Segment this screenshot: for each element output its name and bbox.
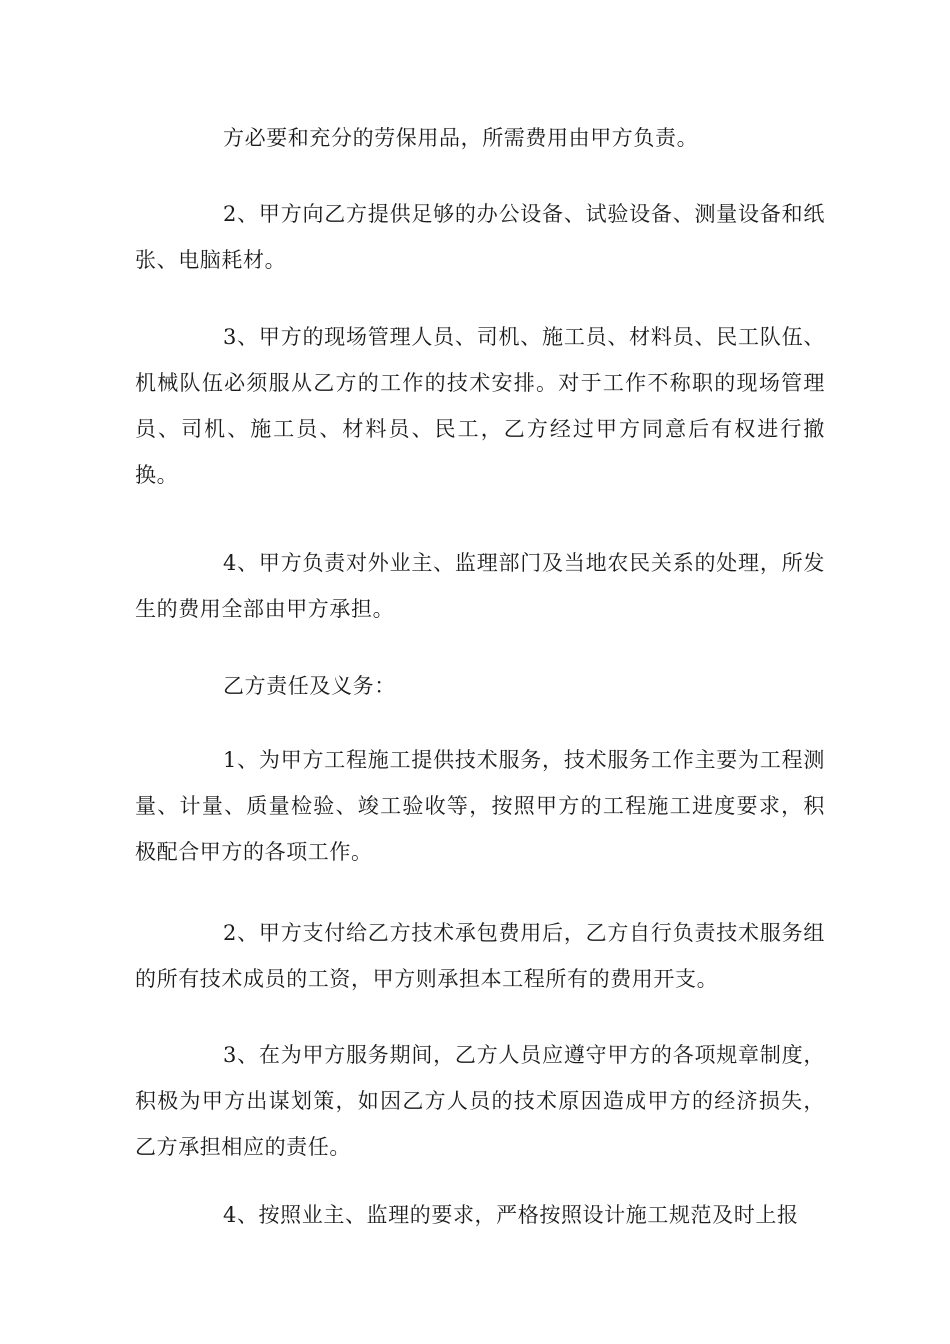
paragraph-party-b-item-3: 3、在为甲方服务期间，乙方人员应遵守甲方的各项规章制度，积极为甲方出谋划策，如因乙方人员的技术原因造成甲方的经济损失，乙方承担相应的责任。 bbox=[135, 1043, 825, 1159]
paragraph-party-b-item-4: 4、按照业主、监理的要求，严格按照设计施工规范及时上报 bbox=[223, 1203, 799, 1227]
paragraph-party-b-item-1: 1、为甲方工程施工提供技术服务，技术服务工作主要为工程测量、计量、质量检验、竣工验收等，按照甲方的工程施工进度要求，积极配合甲方的各项工作。 bbox=[135, 748, 825, 864]
paragraph-party-b-item-2: 2、甲方支付给乙方技术承包费用后，乙方自行负责技术服务组的所有技术成员的工资，甲方则承担本工程所有的费用开支。 bbox=[135, 921, 825, 991]
section-heading-party-b: 乙方责任及义务： bbox=[223, 674, 396, 698]
paragraph-party-a-item-3: 3、甲方的现场管理人员、司机、施工员、材料员、民工队伍、机械队伍必须服从乙方的工作的技术安排。对于工作不称职的现场管理员、司机、施工员、材料员、民工，乙方经过甲方同意后有权进行撤换。 bbox=[135, 325, 825, 487]
paragraph-party-a-item-2: 2、甲方向乙方提供足够的办公设备、试验设备、测量设备和纸张、电脑耗材。 bbox=[135, 202, 825, 272]
paragraph-continuation: 方必要和充分的劳保用品，所需费用由甲方负责。 bbox=[223, 126, 699, 150]
paragraph-party-a-item-4: 4、甲方负责对外业主、监理部门及当地农民关系的处理，所发生的费用全部由甲方承担。 bbox=[135, 551, 825, 621]
